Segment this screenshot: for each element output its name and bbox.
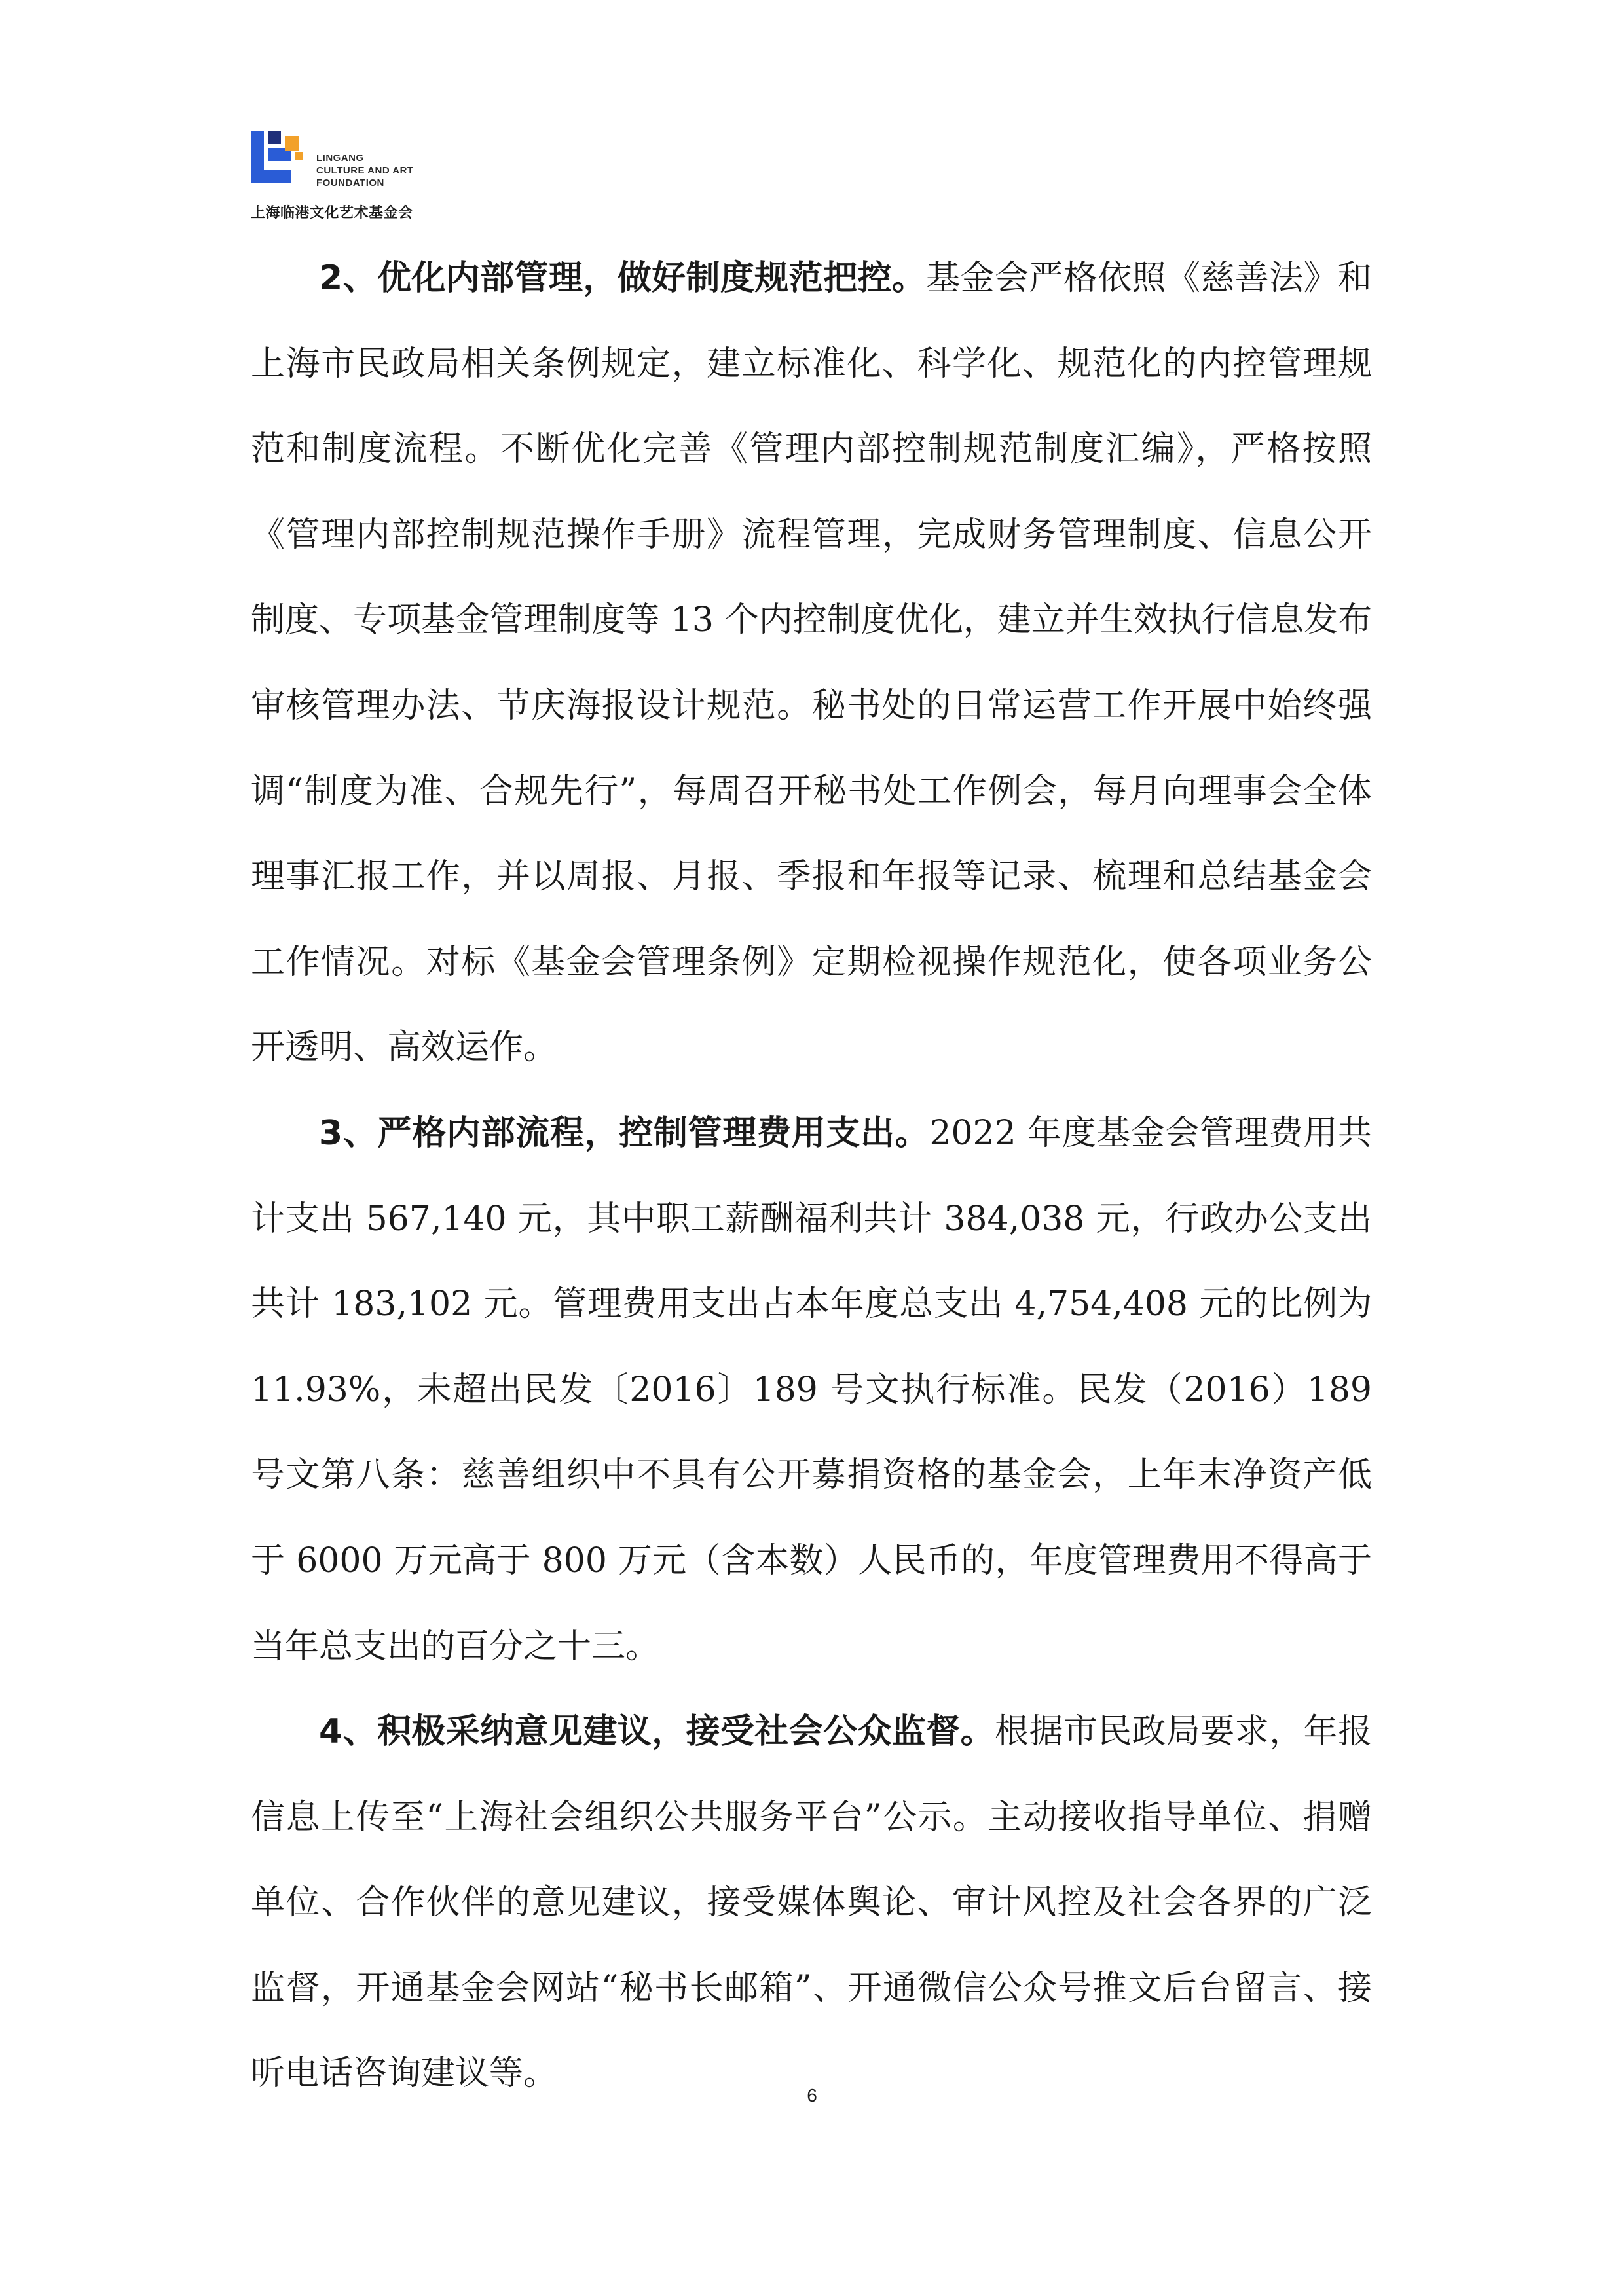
logo-english-line: LINGANG bbox=[316, 153, 364, 164]
foundation-logo-mark-icon bbox=[251, 130, 323, 192]
paragraph-text: 2022 年度基金会管理费用共计支出 567,140 元，其中职工薪酬福利共计 384,038 元，行政办公支出共计 183,102 元。管理费用支出占本年度总支出 4,754,408 元的比例为 11.93%，未超出民发〔2016〕189 号文执行标准。民发（2016）189 号文第八条：慈善组织中不具有公开募捐资格的基金会，上年末净资产低于 6000 万元高于 800 万元（含本数）人民币的，年度管理费用不得高于当年总支出的百分之十三。 bbox=[251, 1113, 1372, 1666]
logo-english-line: FOUNDATION bbox=[316, 177, 384, 189]
paragraph-text: 根据市民政局要求，年报信息上传至“上海社会组织公共服务平台”公示。主动接收指导单位、捐赠单位、合作伙伴的意见建议，接受媒体舆论、审计风控及社会各界的广泛监督，开通基金会网站“秘书长邮箱”、开通微信公众号推文后台留言、接听电话咨询建议等。 bbox=[251, 1712, 1372, 2094]
logo-english-name bbox=[316, 152, 414, 189]
page-number: 6 bbox=[807, 2085, 817, 2105]
paragraph-heading: 3、严格内部流程，控制管理费用支出。 bbox=[319, 1113, 930, 1153]
paragraph-text: 基金会严格依照《慈善法》和上海市民政局相关条例规定，建立标准化、科学化、规范化的内控管理规范和制度流程。不断优化完善《管理内部控制规范制度汇编》，严格按照《管理内部控制规范操作手册》流程管理，完成财务管理制度、信息公开制度、专项基金管理制度等 13 个内控制度优化，建立并生效执行信息发布审核管理办法、节庆海报设计规范。秘书处的日常运营工作开展中始终强调“制度为准、合规先行”，每周召开秘书处工作例会，每月向理事会全体理事汇报工作，并以周报、月报、季报和年报等记录、梳理和总结基金会工作情况。对标《基金会管理条例》定期检视操作规范化，使各项业务公开透明、高效运作。 bbox=[251, 259, 1372, 1068]
foundation-logo bbox=[251, 130, 526, 228]
paragraph-heading: 4、积极采纳意见建议，接受社会公众监督。 bbox=[319, 1712, 995, 1752]
logo-chinese-name: 上海临港文化艺术基金会 bbox=[251, 205, 413, 221]
paragraph-public-supervision bbox=[251, 1689, 1372, 2117]
paragraph-management-expenses bbox=[251, 1091, 1372, 1689]
paragraph-heading: 2、优化内部管理，做好制度规范把控。 bbox=[319, 259, 927, 298]
paragraph-internal-management bbox=[251, 236, 1372, 1091]
document-body bbox=[251, 236, 1372, 2117]
logo-english-line: CULTURE AND ART bbox=[316, 165, 414, 176]
